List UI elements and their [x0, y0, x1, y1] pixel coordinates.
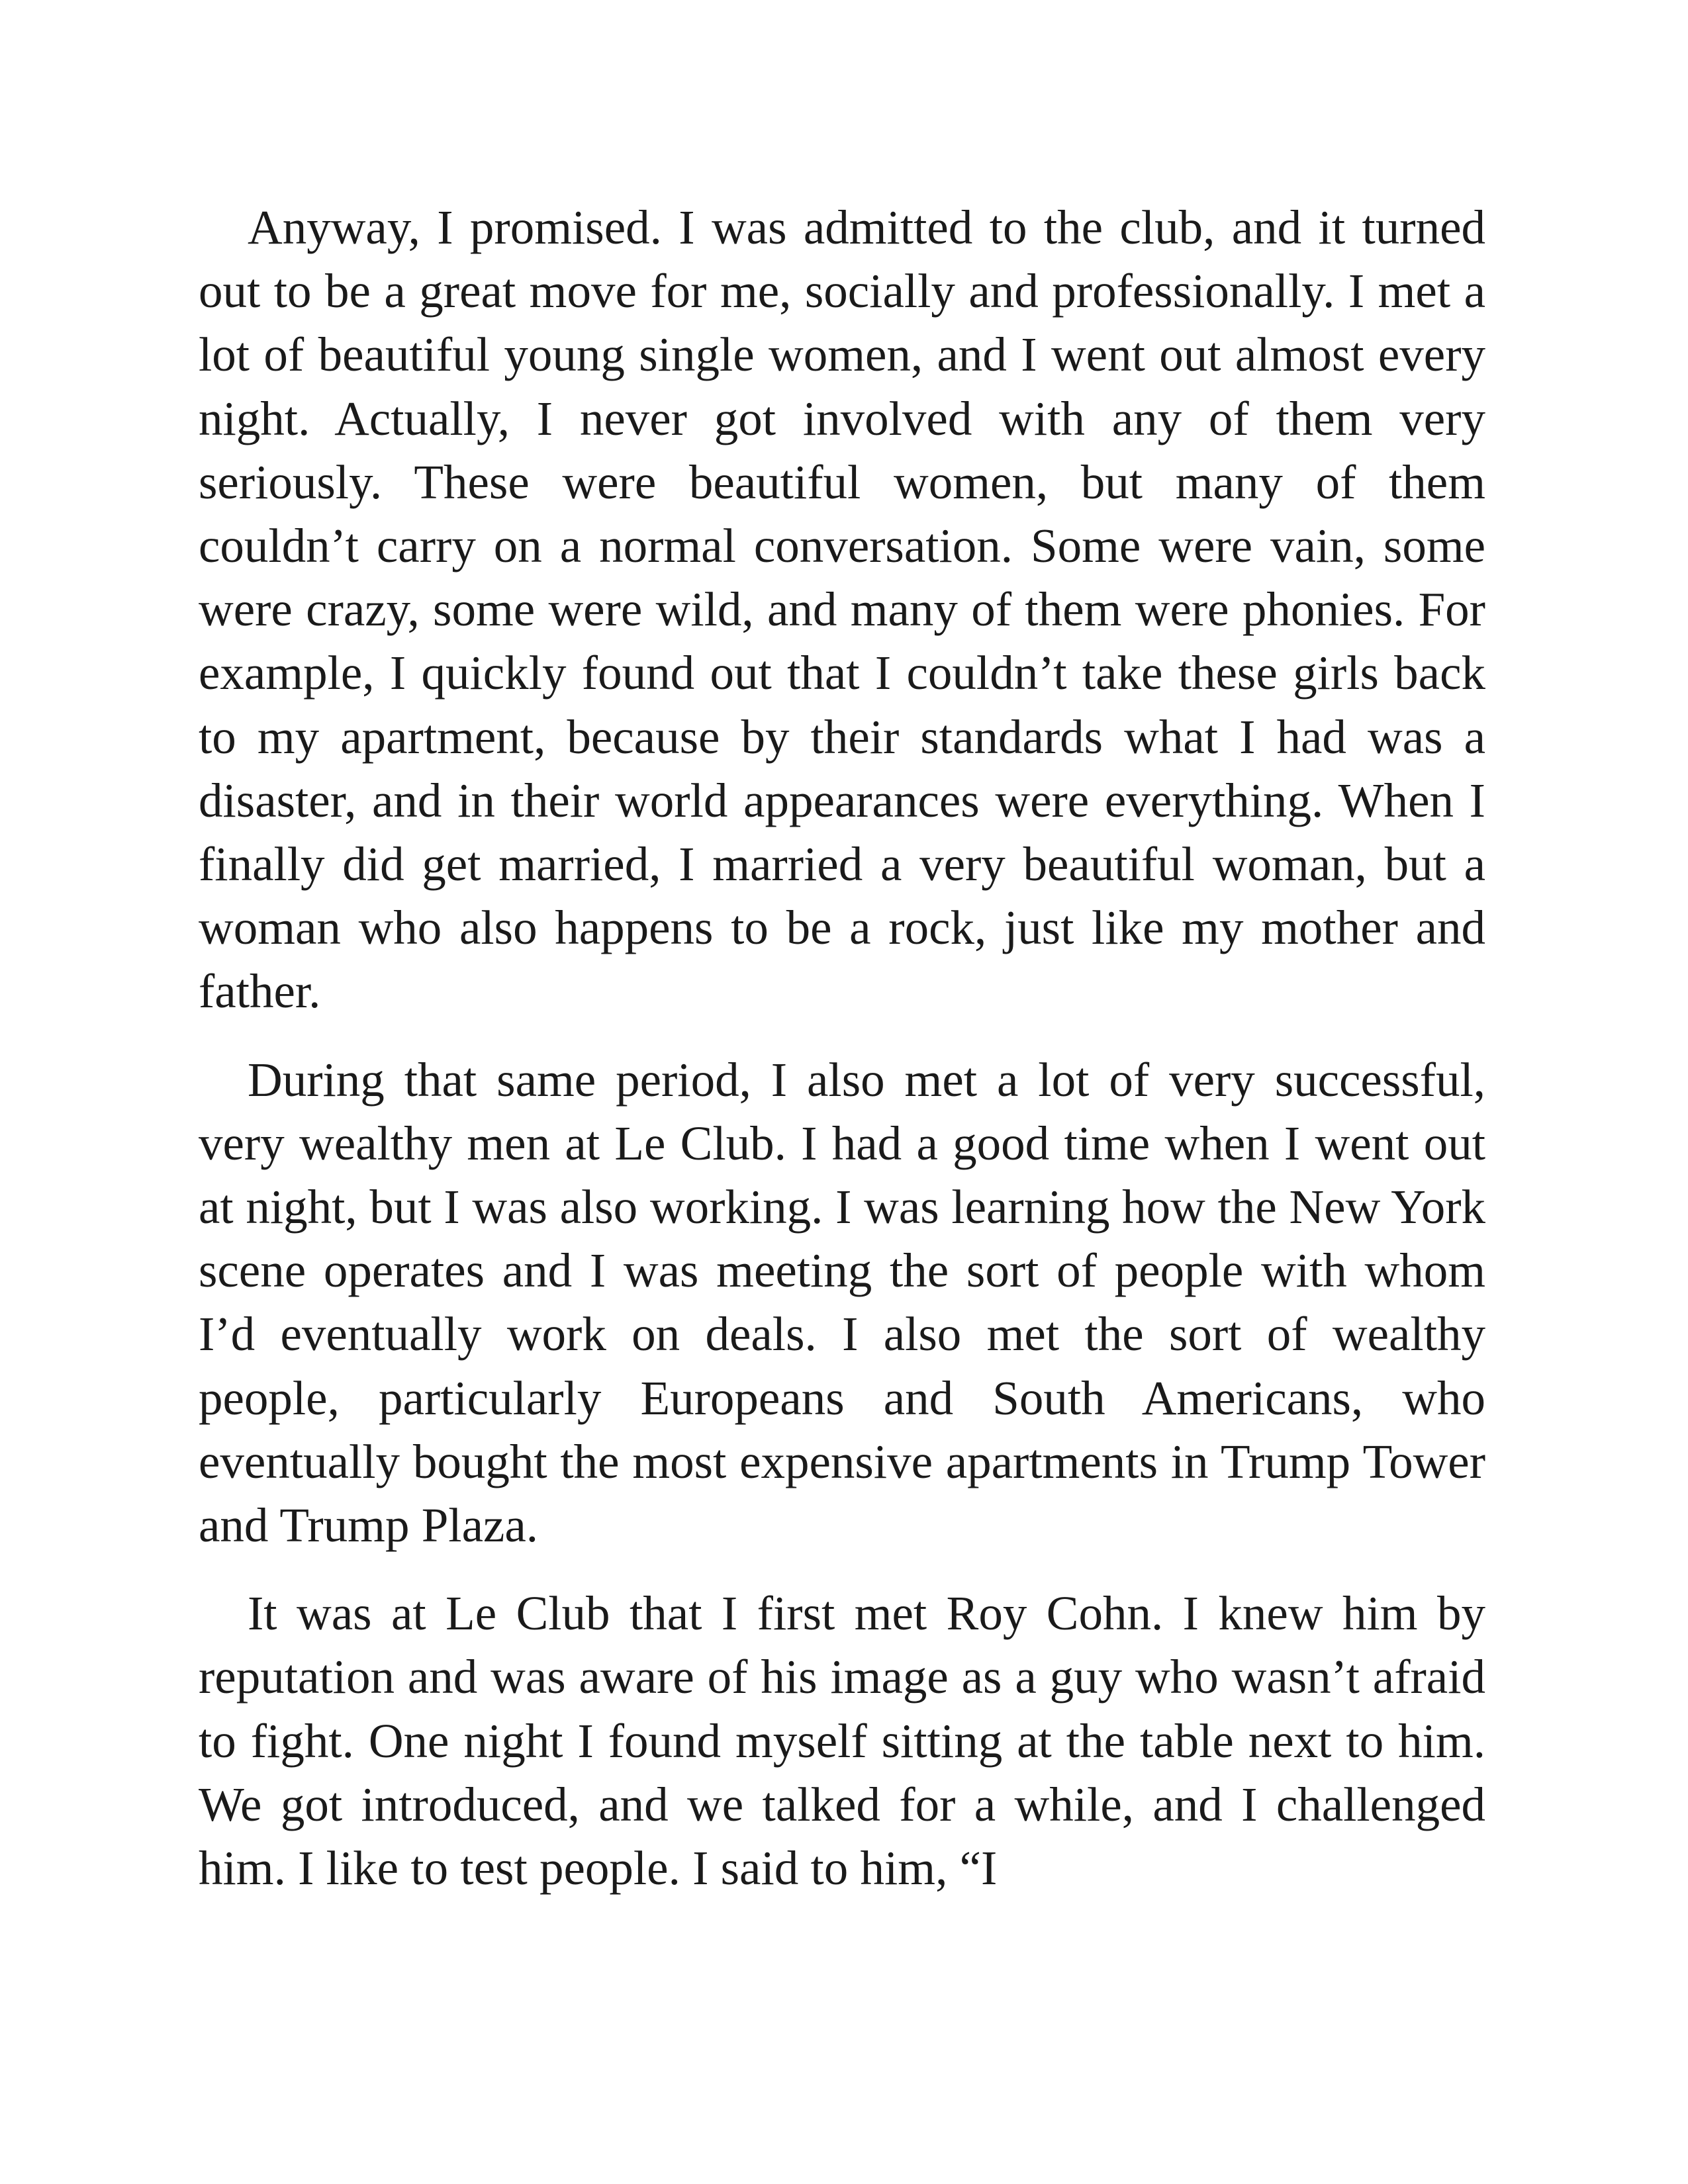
paragraph-1: Anyway, I promised. I was admitted to the club, and it turned out to be a great move for me, socially and professionally. I met a lot of beautiful young single women, and I went out almost every night. Actually, I never got involved with any of them very seriously. These were beautiful women, but many of them couldn’t carry on a normal conversation. Some were vain, some were crazy, some were wild, and many of them were phonies. For example, I quickly found out that I couldn’t take these girls back to my apartment, because by their standards what I had was a disaster, and in their world appearances were everything. When I finally did get married, I married a very beautiful woman, but a woman who also happens to be a rock, just like my mother and father.	[199, 201, 1485, 1019]
paragraph-2: During that same period, I also met a lot of very successful, very wealthy men at Le Club. I had a good time when I went out at night, but I was also working. I was learning how the New York scene operates and I was meeting the sort of people with whom I’d eventually work on deals. I also met the sort of wealthy people, particularly Europeans and South Americans, who eventually bought the most expensive apartments in Trump Tower and Trump Plaza.	[199, 1052, 1485, 1553]
paragraph-3: It was at Le Club that I first met Roy Cohn. I knew him by reputation and was aware of his image as a guy who wasn’t afraid to fight. One night I found myself sitting at the table next to him. We got introduced, and we talked for a while, and I challenged him. I like to test people. I said to him, “I	[199, 1586, 1485, 1895]
page-body	[199, 196, 1485, 1900]
